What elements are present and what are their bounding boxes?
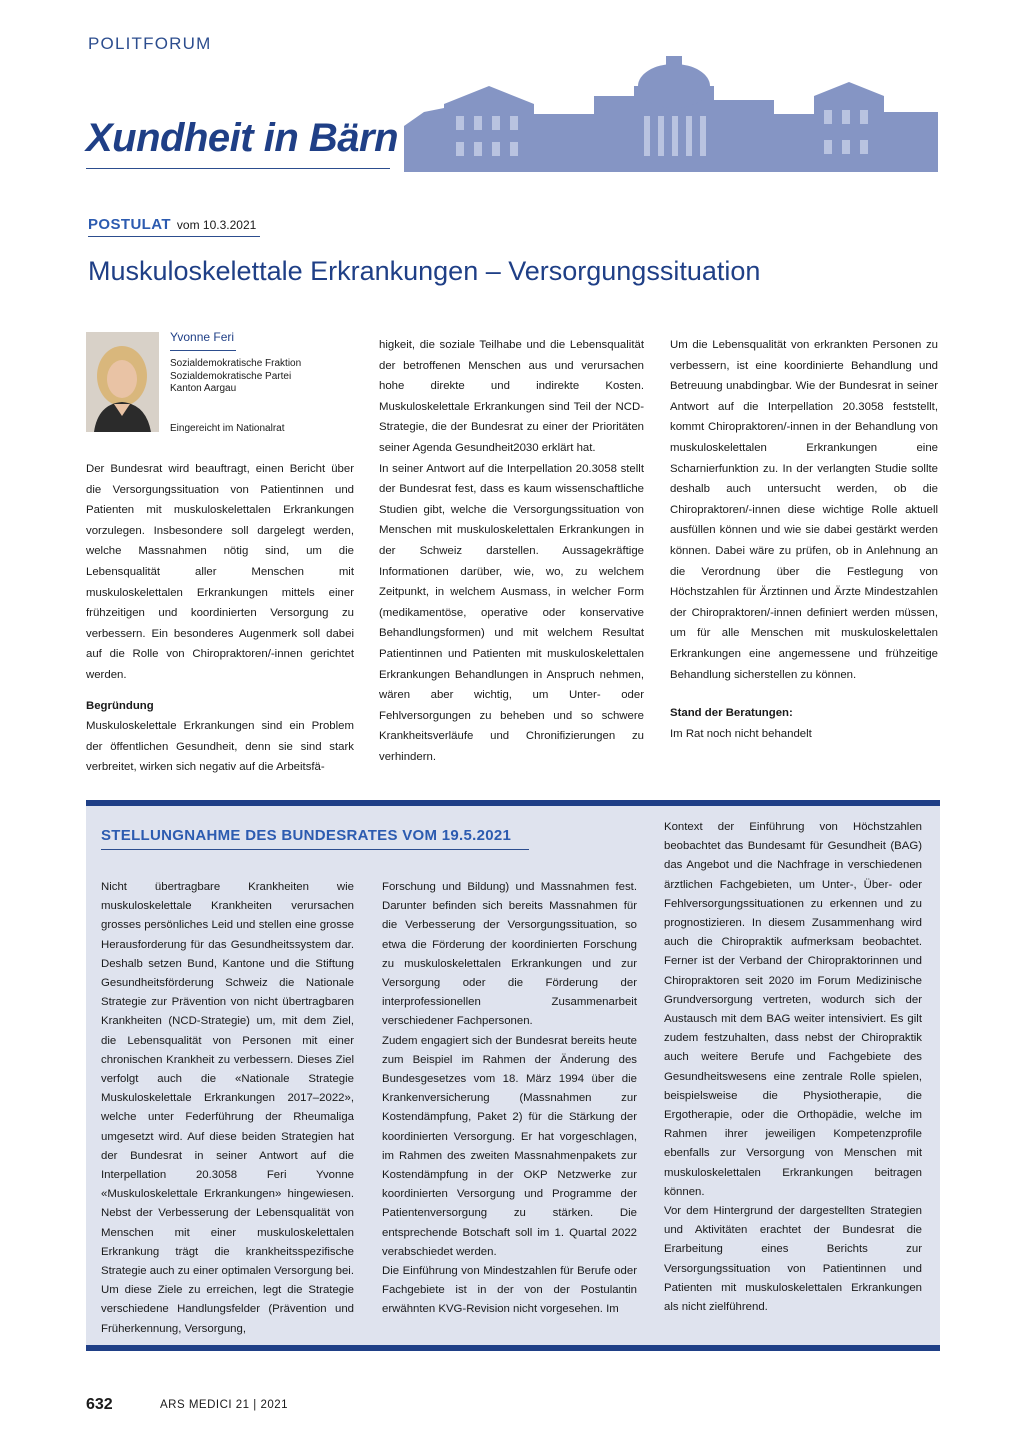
masthead-divider bbox=[86, 168, 390, 169]
statement-column-3 bbox=[664, 818, 922, 1317]
statement-column-2 bbox=[382, 878, 637, 1320]
reason-text-part-3: In seiner Antwort auf die Interpellation 20.3058 stellt der Bundesrat fest, dass es kaum wissenschaftliche Studien gibt, welche die Versorgungssituation von Menschen mit muskuloskelettalen Erkrankungen in der Schweiz darstellen. Aussagekräftige Informationen darüber, wie, wo, zu welchem Zeitpunkt, in welchem Ausmass, in welcher Form (medikamentöse, operative oder konservative Behandlungsformen) und mit welchem Resultat Patientinnen und Patienten mit muskuloskelettalen Erkrankungen Behandlungen in Anspruch nehmen, wären aber wichtig, um Unter- oder Fehlversorgungen zu beheben und so schwere Krankheitsverläufe und Chronifizierungen zu verhindern. bbox=[379, 462, 644, 763]
statement-title: STELLUNGNAHME DES BUNDESRATES VOM 19.5.2021 bbox=[101, 827, 512, 844]
reason-text-part-1: Muskuloskelettale Erkrankungen sind ein Problem der öffentlichen Gesundheit, denn sie sind stark verbreitet, wirken sich negativ auf die Arbeitsfä- bbox=[86, 720, 354, 774]
statement-title-divider bbox=[101, 849, 529, 850]
statement-top-rule bbox=[86, 800, 940, 806]
author-faction: Sozialdemokratische Fraktion bbox=[170, 358, 302, 369]
reason-text-part-2: higkeit, die soziale Teilhabe und die Lebensqualität der betroffenen Menschen aus und verursachen hohe direkte und indirekte Kosten. Muskuloskelettale Erkrankungen sind Teil der NCD-Strategie, die der Bundesrat zu einer der Prioritäten seiner Agenda Gesundheit2030 erklärt hat. bbox=[379, 339, 644, 454]
author-party: Sozialdemokratische Partei bbox=[170, 370, 292, 382]
article-intro: Der Bundesrat wird beauftragt, einen Bericht über die Versorgungssituation von Patientinnen und Patienten mit muskuloskelettalen Erkrankungen vorzulegen. Insbesondere soll dargelegt werden, welche Massnahmen nötig sind, um die Lebensqualität aller Menschen mit muskuloskelettalen Erkrankungen mittels einer frühzeitigen und koordinierten Versorgung zu verbessern. Ein besonderes Augenmerk soll dabei auf die Rolle von Chiropraktoren/-innen gerichtet werden. bbox=[86, 463, 354, 681]
statement-text-part-5: Kontext der Einführung von Höchstzahlen beobachtet das Bundesamt für Gesundheit (BAG) das Angebot und die Nachfrage in verschiedenen ärztlichen Fachgebieten, um Unter-, Über- oder Fehlversorgungssituationen zu erkennen und zu prognostizieren. In diesem Zusammenhang wird auch die Chiropraktik aufmerksam beobachtet. Ferner ist der Verband der Chiropraktorinnen und Chiropraktoren seit 2020 im Forum Medizinische Grundversorgung vertreten, wodurch sich der Austausch mit dem BAG weiter intensiviert. Es gilt zudem festzuhalten, dass nebst der Chiropraktik auch weitere Berufe und Fachgebiete des Gesundheitswesens eine zentrale Rolle spielen, beispielsweise die Physiotherapie, die Ergotherapie, oder die Orthopädie, welche im Rahmen ihrer jeweiligen Kompetenzprofile ebenfalls zur Versorgung von Menschen mit muskuloskelettalen Erkrankungen beitragen können. bbox=[664, 821, 922, 1198]
article-headline: Muskuloskelettale Erkrankungen – Versorgungssituation bbox=[88, 256, 761, 286]
postulat-label bbox=[88, 216, 256, 233]
status-heading: Stand der Beratungen: bbox=[670, 707, 793, 720]
section-kicker: POLITFORUM bbox=[88, 34, 212, 53]
author-name: Yvonne Feri bbox=[170, 330, 235, 344]
statement-text-part-6: Vor dem Hintergrund der dargestellten Strategien und Aktivitäten erachtet der Bundesrat die Erarbeitung eines Berichts zur Versorgungssituation von Patientinnen und Patienten mit muskuloskelettalen Erkrankungen als nicht zielführend. bbox=[664, 1205, 922, 1314]
author-affiliation bbox=[170, 358, 350, 396]
journal-issue: ARS MEDICI 21 | 2021 bbox=[160, 1399, 289, 1411]
article-column-1 bbox=[86, 459, 354, 788]
author-canton: Kanton Aargau bbox=[170, 383, 237, 394]
parliament-skyline-illustration bbox=[404, 56, 938, 172]
postulat-divider bbox=[88, 236, 260, 237]
postulat-tag: POSTULAT bbox=[88, 216, 171, 233]
statement-text-part-4: Die Einführung von Mindestzahlen für Berufe oder Fachgebiete ist in der von der Postulantin erwähnten KVG-Revision nicht vorgesehen. Im bbox=[382, 1265, 637, 1316]
article-column-3 bbox=[670, 335, 938, 754]
author-divider bbox=[170, 350, 236, 351]
author-photo bbox=[86, 332, 159, 432]
article-column-2 bbox=[379, 335, 644, 777]
reason-heading: Begründung bbox=[86, 699, 154, 712]
page-number: 632 bbox=[86, 1396, 113, 1413]
statement-text-part-3: Zudem engagiert sich der Bundesrat bereits heute zum Beispiel im Rahmen der Änderung des Bundesgesetzes vom 18. März 1994 über die Krankenversicherung (Massnahmen zur Kostendämpfung, Paket 2) für die Stärkung der koordinierten Versorgung. Er hat vorgeschlagen, im Rahmen des zweiten Massnahmenpakets zur Kostendämpfung in der OKP Netzwerke zur koordinierten Versorgung und Programme der Patientenversorgung zu stärken. Die entsprechende Botschaft soll im 1. Quartal 2022 verabschiedet werden. bbox=[382, 1034, 637, 1258]
submission-note: Eingereicht im Nationalrat bbox=[170, 423, 285, 434]
statement-text-part-1: Nicht übertragbare Krankheiten wie muskuloskelettale Krankheiten verursachen grosses persönliches Leid und stellen eine grosse Herausforderung für das Gesundheitssystem dar. Deshalb setzen Bund, Kantone und die Stiftung Gesundheitsförderung Schweiz die Nationale Strategie zur Prävention von nicht übertragbaren Krankheiten (NCD-Strategie) um, mit dem Ziel, die Lebensqualität von Personen mit einer chronischen Krankheit zu verbessern. Dieses Ziel verfolgt auch die «Nationale Strategie Muskuloskelettale Erkrankungen 2017–2022», welche unter Federführung der Rheumaliga umgesetzt wird. Auf diese beiden Strategien hat der Bundesrat in seiner Antwort auf die Interpellation 20.3058 Feri Yvonne «Muskuloskelettale Erkrankungen» hingewiesen. Nebst der Verbesserung der Lebensqualität von Menschen mit einer muskuloskelettalen Erkrankung trägt die krankheitsspezifische Strategie auch zu einer optimalen Versorgung bei. Um diese Ziele zu erreichen, legt die Strategie verschiedene Handlungsfelder (Prävention und Früherkennung, Versorgung, bbox=[101, 881, 354, 1335]
masthead-title: Xundheit in Bärn bbox=[86, 116, 398, 160]
statement-bottom-rule bbox=[86, 1345, 940, 1351]
reason-text-part-4: Um die Lebensqualität von erkrankten Personen zu verbessern, ist eine koordinierte Behandlung und Betreuung unabdingbar. Wie der Bundesrat in seiner Antwort auf die Interpellation 20.3058 feststellt, kommt Chiropraktoren/-innen in der Behandlung von muskuloskelettalen Erkrankungen eine Scharnierfunktion zu. In der verlangten Studie sollte deshalb auch untersucht werden, ob die Chiropraktoren/-innen diese wichtige Rolle aktuell ausfüllen können und wie sie dabei gestärkt werden können. Dabei wäre zu prüfen, ob in Anlehnung an die Verordnung über die Festlegung von Höchstzahlen für Ärztinnen und Ärzte Mindestzahlen der Chiropraktoren/-innen definiert werden müssen, um für alle Menschen mit muskuloskelettalen Erkrankungen eine angemessene und frühzeitige Behandlung sicherstellen zu können. bbox=[670, 339, 938, 681]
statement-text-part-2: Forschung und Bildung) und Massnahmen fest. Darunter befinden sich bereits Massnahmen für die Verbesserung der Versorgungssituation, so etwa die Förderung der koordinierten Forschung zu muskuloskelettalen Erkrankungen und zur Versorgung oder die Förderung der interprofessionellen Zusammenarbeit verschiedener Fachpersonen. bbox=[382, 881, 637, 1028]
status-text: Im Rat noch nicht behandelt bbox=[670, 727, 812, 740]
postulat-date: vom 10.3.2021 bbox=[176, 218, 257, 232]
statement-column-1 bbox=[101, 878, 354, 1339]
